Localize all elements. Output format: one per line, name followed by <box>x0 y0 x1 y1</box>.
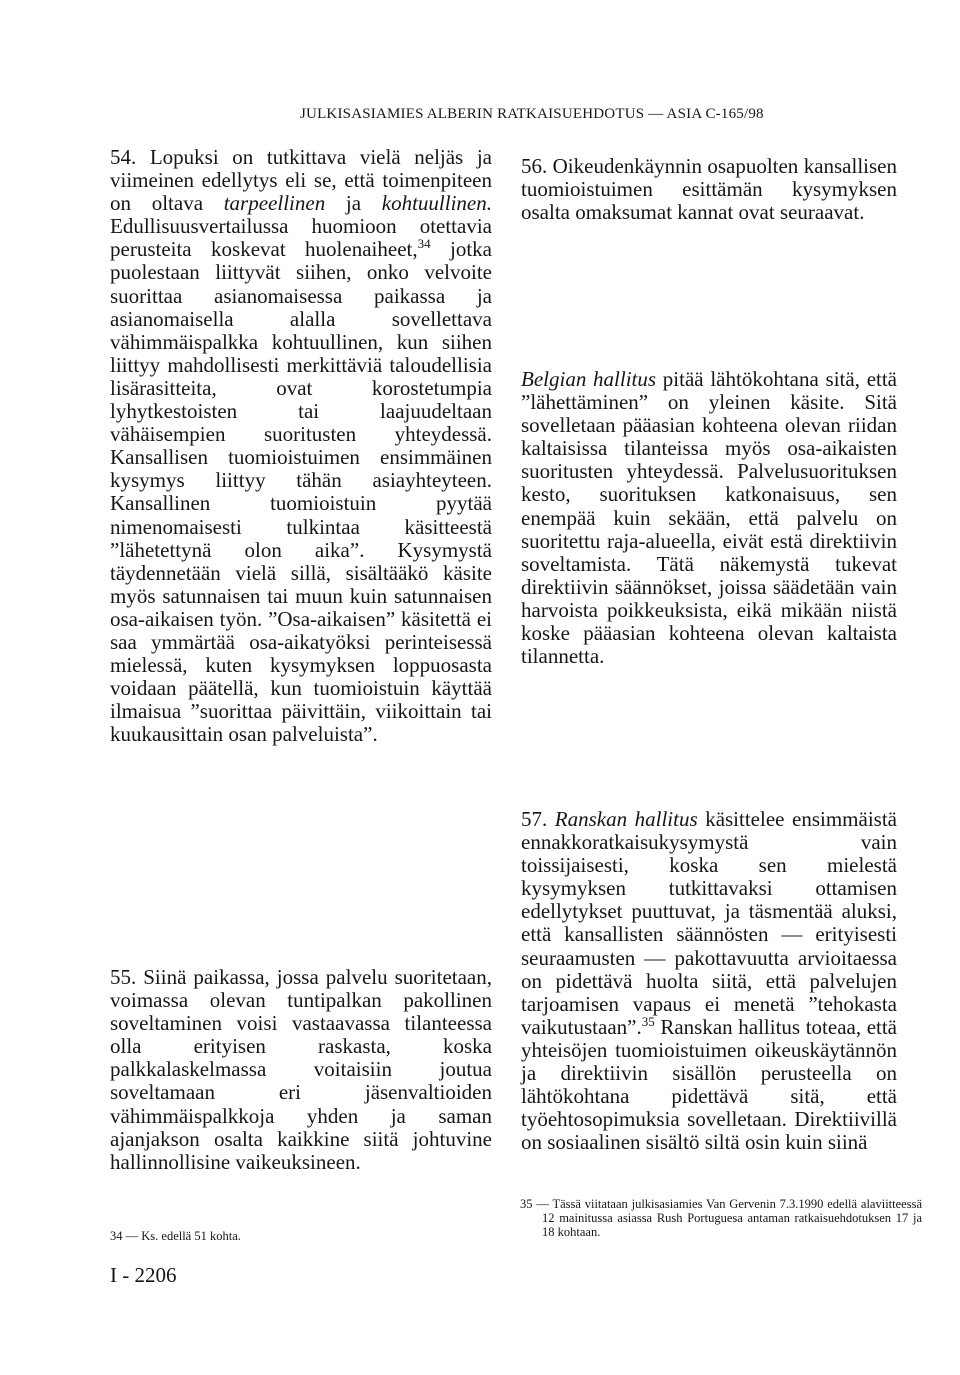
paragraph-57 <box>521 808 897 1154</box>
emphasis: Belgian hallitus <box>521 367 657 391</box>
footnote-ref-34[interactable]: 34 <box>417 236 431 252</box>
paragraph-number: 57. <box>521 807 548 831</box>
page-number: I - 2206 <box>110 1263 177 1287</box>
paragraph-text: Oikeudenkäynnin osapuolten kansallisen tuomioistuimen esittämän kysymyksen osalta omaksumat kannat ovat seuraavat. <box>521 154 898 225</box>
paragraph-text: pitää lähtökohtana sitä, että ”lähettäminen” on yleinen käsite. Sitä sovelletaan pääasian kohteena olevan riidan kaltaisissa tilanteissa myös osa-aikaisten suoritusten yhteydessä. Palvelusuorituksen kesto, suorituksen katkonaisuus, sen enempää kuin sekään, että palvelu on suoritettu raja-alueella, eivät estä direktiivin soveltamista. Tätä näkemystä tukevat direktiivin säännökset, joissa säädetään vain harvoista poikkeuksista, eikä mikään niistä koske pääasian kohteena olevan kaltaista tilannetta. <box>521 367 897 669</box>
paragraph-number: 56. <box>521 154 548 178</box>
footnote-ref-35[interactable]: 35 <box>641 1013 655 1029</box>
paragraph-54 <box>110 146 492 746</box>
emphasis: tarpeellinen <box>223 191 326 216</box>
paragraph-text: jotka puolestaan liittyvät siihen, onko velvoite suorittaa asianomaisessa paikassa ja asianomaisella alalla sovellettava vähimmäispalkka kohtuullinen, kun siihen liittyy mahdollisesti merkittäviä taloudellisia lisärasitteita, ovat korostetumpia lyhytkestoisten tai laajuudeltaan vähäisempien suoritusten yhteydessä. Kansallisen tuomioistuimen ensimmäinen kysymys liittyy tähän asiayhteyteen. Kansallinen tuomioistuin pyytää nimenomaisesti tulkintaa käsitteestä ”lähetettynä olon aika”. Kysymystä täydennetään vielä sillä, sisältääkö käsite myös satunnaisen tai muun kuin satunnaisen osa-aikaisen työn. ”Osa-aikaisen” käsitettä ei saa ymmärtää osa-aikatyöksi perinteisessä mielessä, kuten kysymyksen loppuosasta voidaan päätellä, kun tuomioistuin käyttää ilmaisua ”suorittaa päivittäin, viikoittain tai kuukausittain osan palveluista”. <box>110 237 492 747</box>
paragraph-text: ja <box>325 191 382 216</box>
paragraph-text: Siinä paikassa, jossa palvelu suoritetaan, voimassa olevan tuntipalkan pakollinen soveltaminen voisi vastaavassa tilanteessa olla erityisen raskasta, koska palkkalaskelmassa voitaisiin joutua soveltamaan eri jäsenvaltioiden vähimmäispalkkoja yhden ja saman ajanjakson osalta kaikkine siitä johtuvine hallinnollisine vaikeuksineen. <box>110 965 492 1174</box>
paragraph-56-belgium <box>521 368 897 668</box>
emphasis: Ranskan hallitus <box>554 807 698 831</box>
footnote-35: 35 — Tässä viitataan julkisasiamies Van Gervenin 7.3.1990 edellä alaviitteessä 12 mainitussa asiassa Rush Portuguesa antaman ratkaisuehdotuksen 17 ja 18 kohtaan. <box>520 1197 922 1239</box>
paragraph-number: 54. <box>110 145 137 169</box>
paragraph-text: käsittelee ensimmäistä ennakkoratkaisukysymystä vain toissijaisesti, koska sen mielestä kysymyksen tutkittavaksi ottamisen edellytykset puuttuvat, ja täsmentää aluksi, että kansallisten säännösten — erityisesti seuraamusten — pakottavuutta arvioitaessa on pidettävä huolta siitä, että palvelujen tarjoamisen vapaus ei menetä ”tehokasta vaikutustaan”. <box>521 807 897 1039</box>
paragraph-number: 55. <box>110 965 137 989</box>
paragraph-text: Edullisuusvertailussa huomioon otettavia perusteita koskevat huolenaiheet, <box>110 214 492 262</box>
footnote-34: 34 — Ks. edellä 51 kohta. <box>110 1229 241 1243</box>
emphasis: kohtuullinen. <box>381 191 492 216</box>
paragraph-56 <box>521 155 897 224</box>
running-header: JULKISASIAMIES ALBERIN RATKAISUEHDOTUS — ASIA C-165/98 <box>300 106 764 122</box>
paragraph-55 <box>110 966 492 1174</box>
paragraph-text: Ranskan hallitus toteaa, että yhteisöjen tuomioistuimen oikeuskäytännön ja direktiivin sisällön perusteella on lähtökohtana pidettävä sitä, että työehtosopimuksia sovelletaan. Direktiivillä on sosiaalinen sisältö siltä osin kuin siinä <box>521 1014 897 1155</box>
paragraph-text: Lopuksi on tutkittava vielä neljäs ja viimeinen edellytys eli se, että toimenpiteen on oltava <box>110 145 492 216</box>
